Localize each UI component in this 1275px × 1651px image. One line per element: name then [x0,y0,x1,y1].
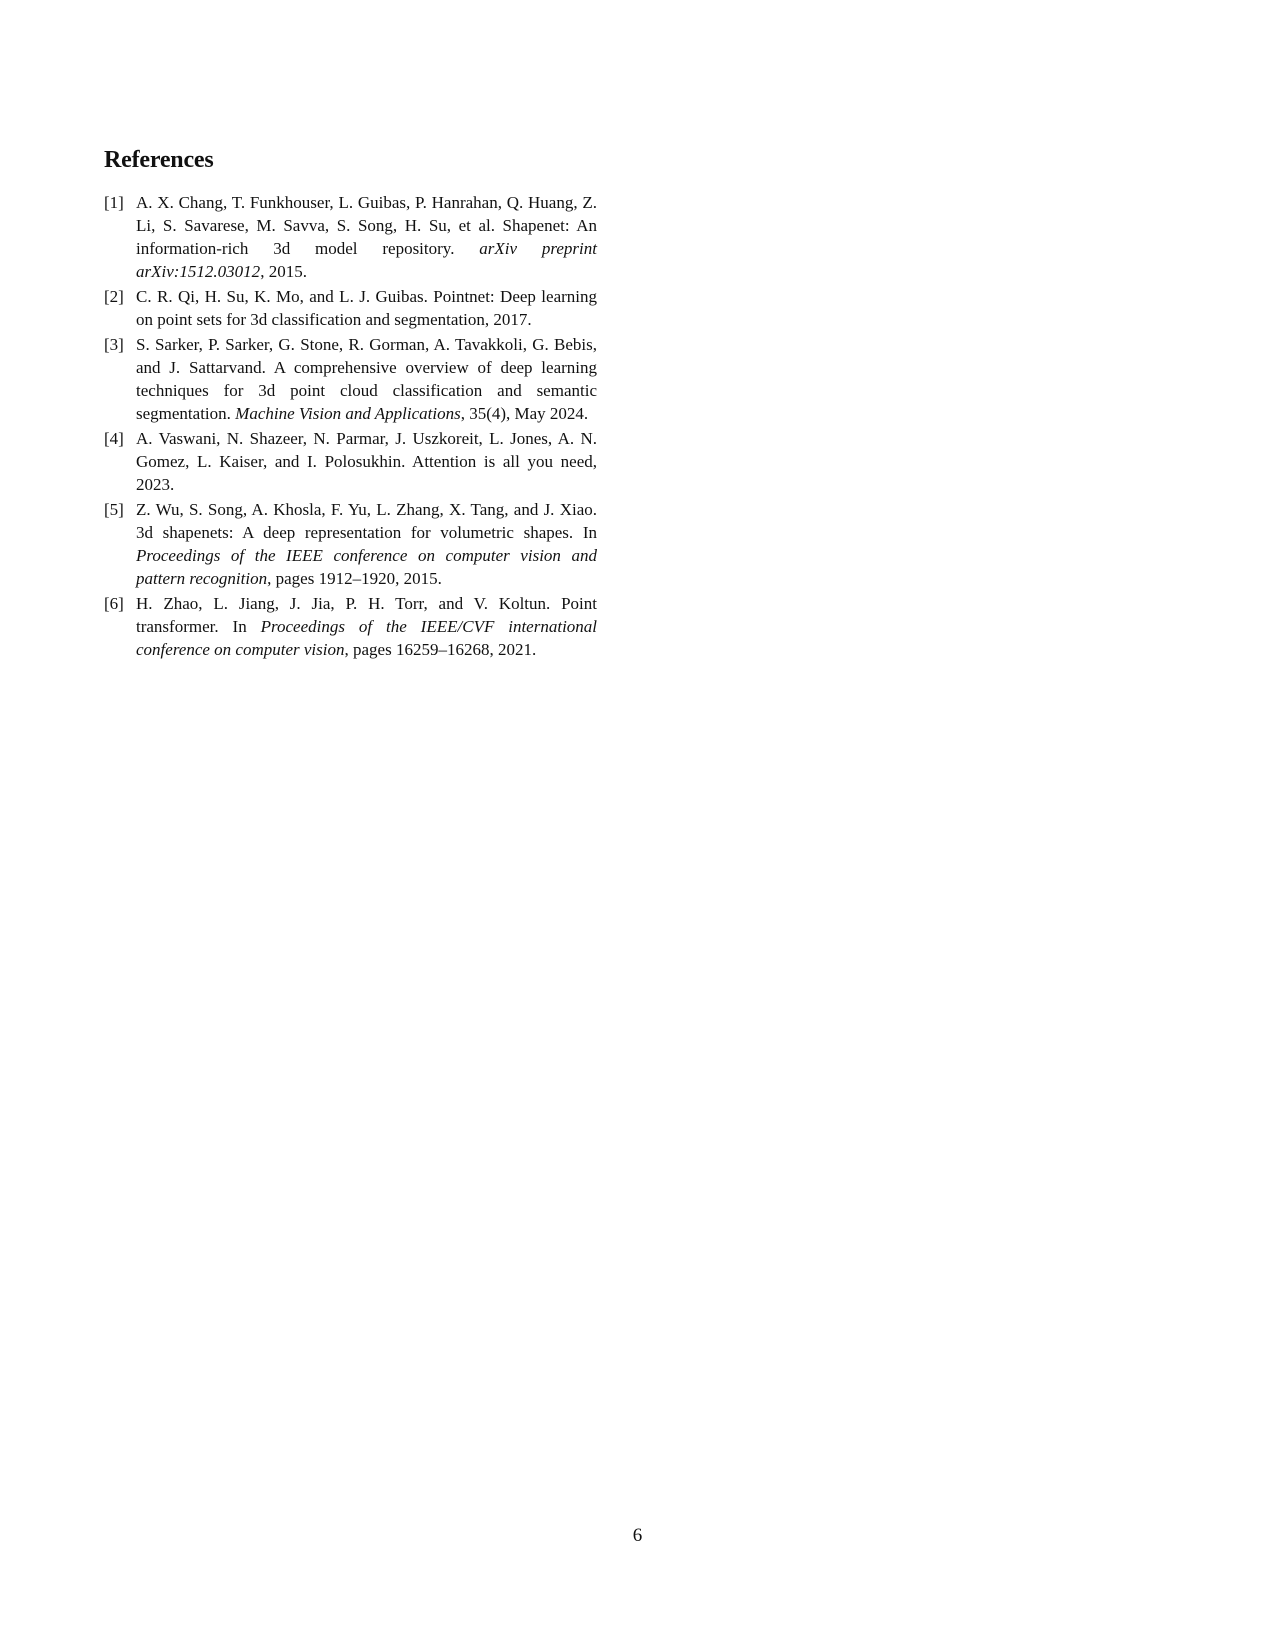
reference-authors: C. R. Qi, H. Su, K. Mo, and L. J. Guibas. [136,287,428,306]
reference-details: , 35(4), May 2024. [460,404,589,423]
reference-title: A comprehensive overview of deep learning techniques for 3d point cloud classification and semantic segmentation. [136,358,597,423]
reference-number: [1] [104,193,124,212]
reference-venue: arXiv preprint arXiv:1512.03012 [136,239,597,281]
reference-number: [5] [104,500,124,519]
reference-item-6 [104,592,597,661]
page-number: 6 [632,1525,643,1546]
reference-venue: Machine Vision and Applications [235,404,461,423]
reference-authors: A. Vaswani, N. Shazeer, N. Parmar, J. Uszkoreit, L. Jones, A. N. Gomez, L. Kaiser, and I. Polosukhin. [136,429,597,471]
reference-venue: Proceedings of the IEEE conference on computer vision and pattern recognition [136,546,597,588]
reference-number: [4] [104,429,124,448]
reference-details: , 2015. [260,262,307,281]
reference-number: [2] [104,287,124,306]
reference-title: Point transformer. [136,594,597,636]
reference-number: [6] [104,594,124,613]
reference-number: [3] [104,335,124,354]
reference-prefix: In [232,617,247,636]
reference-item-1 [104,191,597,283]
reference-details: , pages 1912–1920, 2015. [267,569,442,588]
reference-authors: H. Zhao, L. Jiang, J. Jia, P. H. Torr, and V. Koltun. [136,594,551,613]
reference-title: Shapenet: An information-rich 3d model repository. [136,216,597,258]
reference-title: Pointnet: Deep learning on point sets for 3d classification and segmentation, 2017. [136,287,597,329]
reference-item-2 [104,285,597,331]
reference-item-4 [104,427,597,496]
reference-authors: S. Sarker, P. Sarker, G. Stone, R. Gorman, A. Tavakkoli, G. Bebis, and J. Sattarvand. [136,335,597,377]
references-heading: References [104,147,214,173]
reference-title: 3d shapenets: A deep representation for volumetric shapes. [136,523,574,542]
reference-authors: A. X. Chang, T. Funkhouser, L. Guibas, P. Hanrahan, Q. Huang, Z. Li, S. Savarese, M. Savva, S. Song, H. Su, et al. [136,193,597,235]
reference-list [104,191,597,663]
reference-item-3 [104,333,597,425]
reference-authors: Z. Wu, S. Song, A. Khosla, F. Yu, L. Zhang, X. Tang, and J. Xiao. [136,500,597,519]
reference-prefix: In [582,523,598,542]
reference-venue: Proceedings of the IEEE/CVF international conference on computer vision [136,617,598,659]
reference-details: , pages 16259–16268, 2021. [344,640,537,659]
reference-title: Attention is all you need, 2023. [136,452,597,494]
reference-item-5 [104,498,597,590]
